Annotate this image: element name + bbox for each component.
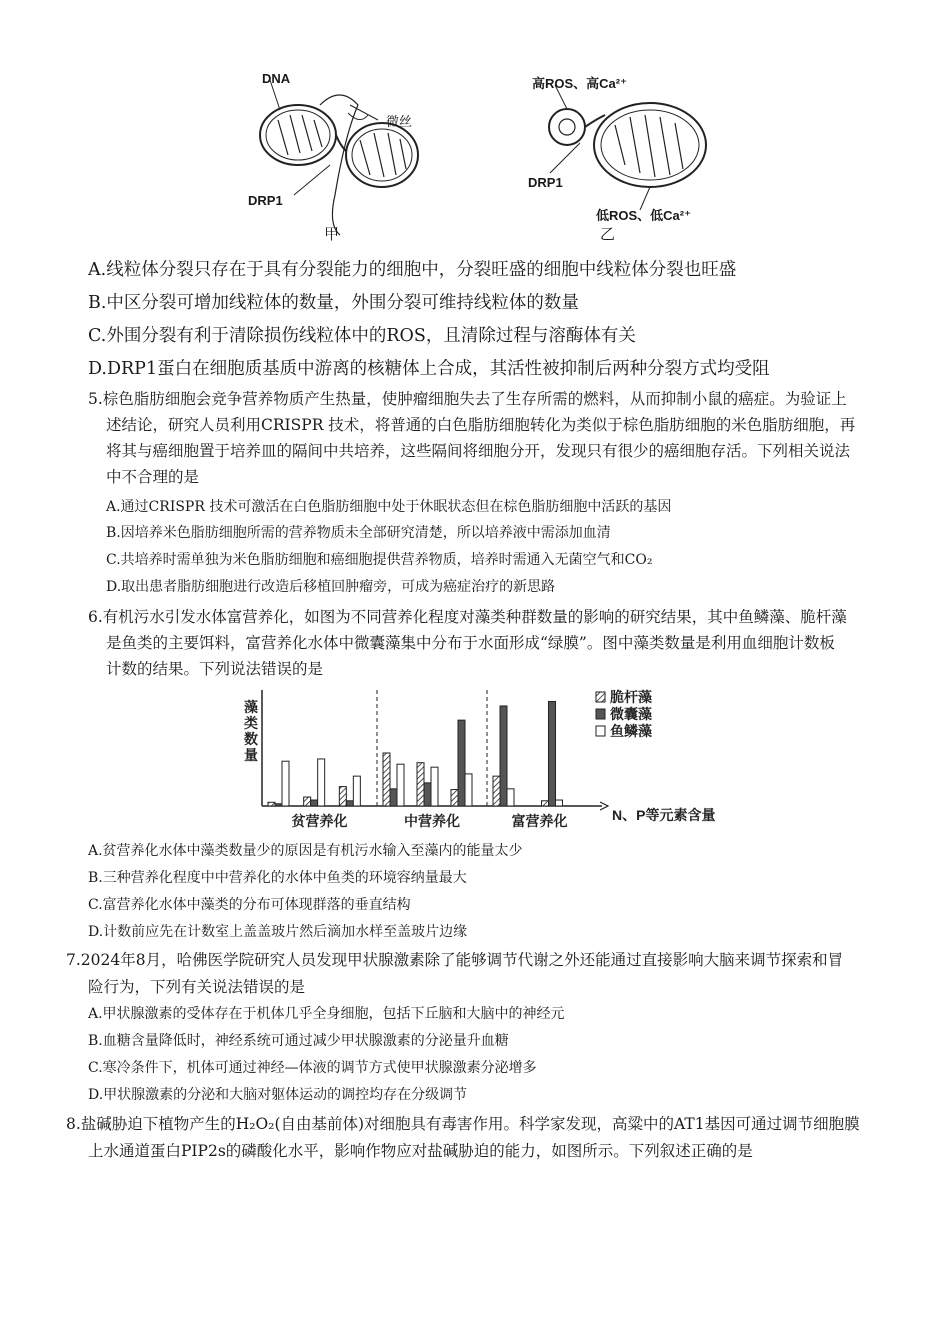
q4-option-c: C.外围分裂有利于清除损伤线粒体中的ROS，且清除过程与溶酶体有关 bbox=[88, 326, 636, 346]
q7-stem-line: 险行为，下列有关说法错误的是 bbox=[88, 978, 306, 996]
bar-微囊藻 bbox=[311, 800, 318, 806]
q5-stem-line: 5.棕色脂肪细胞会竞争营养物质产生热量，使肿瘤细胞失去了生存所需的燃料，从而抑制小鼠的癌症。为验证上 bbox=[88, 390, 847, 408]
bar-微囊藻 bbox=[458, 720, 465, 806]
q4-option-b: B.中区分裂可增加线粒体的数量，外围分裂可维持线粒体的数量 bbox=[88, 293, 579, 313]
algae-chart-svg bbox=[240, 684, 720, 834]
q6-stem-line: 6.有机污水引发水体富营养化，如图为不同营养化程度对藻类种群数量的影响的研究结果，其中鱼鳞藻、脆杆藻 bbox=[88, 608, 847, 626]
figure-left-caption: 甲 bbox=[324, 226, 340, 243]
q7-option-b: B.血糖含量降低时，神经系统可通过减少甲状腺激素的分泌量升血糖 bbox=[88, 1033, 509, 1049]
y-axis-label: 数 bbox=[244, 731, 258, 747]
q6-option-b: B.三种营养化程度中中营养化的水体中鱼类的环境容纳量最大 bbox=[88, 870, 467, 886]
q5-option-a: A.通过CRISPR 技术可激活在白色脂肪细胞中处于休眠状态但在棕色脂肪细胞中活跃的基因 bbox=[106, 499, 672, 515]
q8-stem-line: 8.盐碱胁迫下植物产生的H₂O₂(自由基前体)对细胞具有毒害作用。科学家发现，高粱中的AT1基因可通过调节细胞膜 bbox=[66, 1115, 860, 1133]
category-label: 贫营养化 bbox=[291, 813, 348, 829]
q6-option-c: C.富营养化水体中藻类的分布可体现群落的垂直结构 bbox=[88, 897, 411, 913]
q7-stem-line: 7.2024年8月，哈佛医学院研究人员发现甲状腺激素除了能够调节代谢之外还能通过直接影响大脑来调节探索和冒 bbox=[66, 951, 844, 969]
high-ros-label: 高ROS、高Ca²⁺ bbox=[532, 76, 627, 91]
q4-option-a: A.线粒体分裂只存在于具有分裂能力的细胞中，分裂旺盛的细胞中线粒体分裂也旺盛 bbox=[88, 260, 737, 280]
legend-swatch bbox=[596, 726, 605, 736]
q5-option-c: C.共培养时需单独为米色脂肪细胞和癌细胞提供营养物质，培养时需通入无菌空气和CO₂ bbox=[106, 552, 653, 568]
legend-label: 脆杆藻 bbox=[610, 689, 652, 705]
dna-label: DNA bbox=[262, 71, 291, 86]
q5-stem-line: 述结论，研究人员利用CRISPR 技术，将普通的白色脂肪细胞转化为类似于棕色脂肪细胞的米色脂肪细胞，再 bbox=[106, 416, 856, 434]
bar-微囊藻 bbox=[500, 706, 507, 806]
q5-stem-line: 将其与癌细胞置于培养皿的隔间中共培养，这些隔间将细胞分开，发现只有很少的癌细胞存活。下列相关说法 bbox=[106, 442, 851, 460]
bar-脆杆藻 bbox=[493, 776, 500, 806]
bar-鱼鳞藻 bbox=[556, 800, 563, 806]
q7-option-c: C.寒冷条件下，机体可通过神经—体液的调节方式使甲状腺激素分泌增多 bbox=[88, 1060, 537, 1076]
legend-label: 微囊藻 bbox=[610, 706, 652, 722]
bar-微囊藻 bbox=[275, 804, 282, 806]
bar-鱼鳞藻 bbox=[431, 767, 438, 806]
q5-option-d: D.取出患者脂肪细胞进行改造后移植回肿瘤旁，可成为癌症治疗的新思路 bbox=[106, 579, 556, 595]
bar-微囊藻 bbox=[346, 801, 353, 806]
y-axis-label: 类 bbox=[244, 715, 258, 731]
legend-label: 鱼鳞藻 bbox=[610, 723, 652, 739]
bar-脆杆藻 bbox=[304, 797, 311, 806]
bar-脆杆藻 bbox=[339, 787, 346, 806]
q6-option-a: A.贫营养化水体中藻类数量少的原因是有机污水输入至藻内的能量太少 bbox=[88, 843, 523, 859]
figure-left-drawing bbox=[260, 80, 418, 235]
bar-鱼鳞藻 bbox=[507, 789, 514, 806]
algae-chart bbox=[240, 684, 720, 834]
legend-swatch bbox=[596, 692, 605, 702]
y-axis-label: 量 bbox=[244, 747, 258, 763]
q7-option-d: D.甲状腺激素的分泌和大脑对躯体运动的调控均存在分级调节 bbox=[88, 1087, 468, 1103]
mitochondria-figure bbox=[240, 65, 720, 245]
bar-鱼鳞藻 bbox=[397, 764, 404, 806]
drp1-left-label: DRP1 bbox=[248, 193, 283, 208]
bar-脆杆藻 bbox=[542, 801, 549, 806]
q5-option-b: B.因培养米色脂肪细胞所需的营养物质未全部研究清楚，所以培养液中需添加血清 bbox=[106, 525, 611, 541]
microfilament-label: 微丝 bbox=[386, 114, 413, 129]
drp1-right-label: DRP1 bbox=[528, 175, 563, 190]
q5-stem-line: 中不合理的是 bbox=[106, 468, 200, 486]
y-axis-label: 藻 bbox=[244, 699, 258, 715]
figure-right-caption: 乙 bbox=[600, 226, 616, 243]
q8-stem-line: 上水通道蛋白PIP2s的磷酸化水平，影响作物应对盐碱胁迫的能力，如图所示。下列叙述正确的是 bbox=[88, 1142, 753, 1160]
figure-right-drawing bbox=[549, 85, 706, 210]
bar-微囊藻 bbox=[424, 783, 431, 806]
x-axis-label: N、P等元素含量 bbox=[612, 807, 716, 823]
bar-脆杆藻 bbox=[383, 753, 390, 806]
q6-option-d: D.计数前应先在计数室上盖盖玻片然后滴加水样至盖玻片边缘 bbox=[88, 924, 468, 940]
legend-swatch bbox=[596, 709, 605, 719]
bar-鱼鳞藻 bbox=[282, 761, 289, 806]
bar-脆杆藻 bbox=[451, 790, 458, 806]
q4-option-d: D.DRP1蛋白在细胞质基质中游离的核糖体上合成，其活性被抑制后两种分裂方式均受阻 bbox=[88, 359, 770, 379]
category-label: 富营养化 bbox=[511, 813, 568, 829]
bar-微囊藻 bbox=[390, 789, 397, 806]
bar-微囊藻 bbox=[549, 701, 556, 806]
q6-stem-line: 是鱼类的主要饵料，富营养化水体中微囊藻集中分布于水面形成“绿膜”。图中藻类数量是利用血细胞计数板 bbox=[106, 634, 835, 652]
q7-option-a: A.甲状腺激素的受体存在于机体几乎全身细胞，包括下丘脑和大脑中的神经元 bbox=[88, 1006, 565, 1022]
bar-鱼鳞藻 bbox=[318, 759, 325, 806]
bar-鱼鳞藻 bbox=[465, 774, 472, 806]
bar-脆杆藻 bbox=[417, 763, 424, 806]
bar-脆杆藻 bbox=[268, 802, 275, 806]
bar-鱼鳞藻 bbox=[353, 776, 360, 806]
category-label: 中营养化 bbox=[404, 813, 460, 829]
low-ros-label: 低ROS、低Ca²⁺ bbox=[596, 208, 691, 223]
q6-stem-line: 计数的结果。下列说法错误的是 bbox=[106, 660, 324, 678]
